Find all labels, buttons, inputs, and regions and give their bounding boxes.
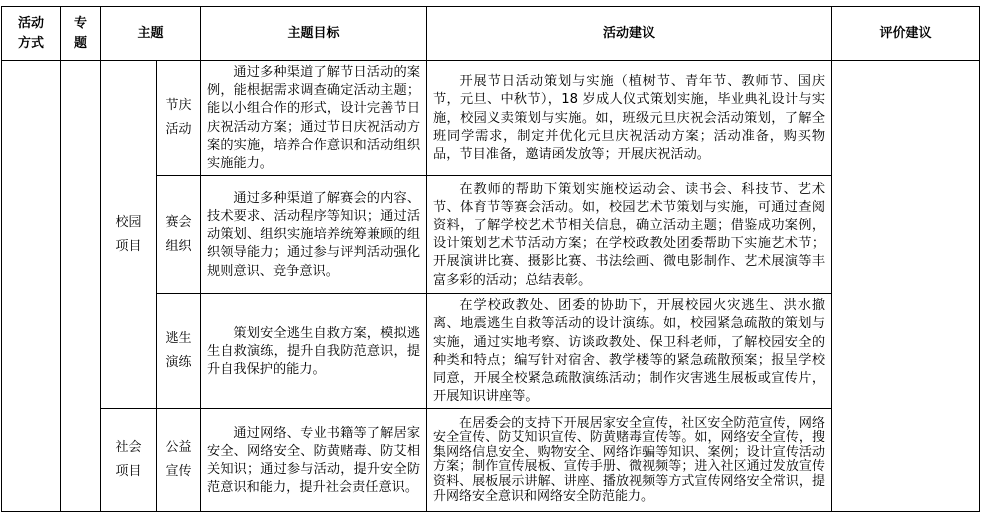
theme-cell: 公益宣传 — [157, 409, 201, 512]
header-activity-suggestion: 活动建议 — [427, 7, 832, 61]
header-theme-goal: 主题目标 — [201, 7, 427, 61]
goal-cell: 通过网络、专业书籍等了解居家安全、网络安全、防黄赌毒、防艾相关知识；通过参与活动，提升安全防范意识和能力，提升社会责任意识。 — [201, 409, 427, 512]
goal-cell: 通过多种渠道了解节日活动的案例，能根据需求调查确定活动主题；能以小组合作的形式，设计完善节日庆祝活动方案；通过节日庆祝活动方案的实施，培养合作意识和活动组织实施能力。 — [201, 61, 427, 176]
suggestion-cell: 在学校政教处、团委的协助下，开展校园火灾逃生、洪水撤离、地震逃生自救等活动的设计演练。如，校园紧急疏散的策划与实施，通过实地考察、访谈政教处、保卫科老师，了解校园安全的种类和特点；编写针对宿舍、教学楼等的紧急疏散预案；报呈学校同意，开展全校紧急疏散演练活动；制作灾害逃生展板或宣传片，开展知识讲座等。 — [427, 294, 832, 409]
activity-mode-cell — [2, 61, 61, 512]
curriculum-table — [1, 6, 980, 512]
header-activity-mode: 活动方式 — [2, 7, 61, 61]
theme-cell: 逃生演练 — [157, 294, 201, 409]
evaluation-cell — [832, 61, 980, 512]
header-topic-type: 专题 — [61, 7, 101, 61]
project-cell: 校园项目 — [101, 61, 157, 409]
theme-cell: 节庆活动 — [157, 61, 201, 176]
table-row — [2, 61, 980, 176]
goal-cell: 策划安全逃生自救方案，模拟逃生自救演练，提升自我防范意识，提升自我保护的能力。 — [201, 294, 427, 409]
suggestion-cell: 开展节日活动策划与实施（植树节、青年节、教师节、国庆节，元旦、中秋节），18 岁成人仪式策划实施，毕业典礼设计与实施，校园义卖策划与实施。如，班级元旦庆祝会活动策划，了解全班同学需求，制定并优化元旦庆祝活动方案；活动准备，购买物品，节目准备，邀请函发放等；开展庆祝活动。 — [427, 61, 832, 176]
header-row — [2, 7, 980, 61]
goal-cell: 通过多种渠道了解赛会的内容、技术要求、活动程序等知识；通过活动策划、组织实施培养统筹兼顾的组织领导能力；通过参与评判活动强化规则意识、竞争意识。 — [201, 176, 427, 294]
suggestion-cell: 在居委会的支持下开展居家安全宣传，社区安全防范宣传，网络安全宣传、防艾知识宣传、防黄赌毒宣传等。如，网络安全宣传，搜集网络信息安全、购物安全、网络诈骗等知识、案例；设计宣传活动方案；制作宣传展板、宣传手册、微视频等；进入社区通过发放宣传资料、展板展示讲解、讲座、播放视频等方式宣传网络安全常识，提升网络安全意识和网络安全防范能力。 — [427, 409, 832, 512]
header-evaluation: 评价建议 — [832, 7, 980, 61]
topic-type-cell — [61, 61, 101, 512]
suggestion-cell: 在教师的帮助下策划实施校运动会、读书会、科技节、艺术节、体育节等赛会活动。如，校园艺术节策划与实施，可通过查阅资料，了解学校艺术节相关信息，确立活动主题；借鉴成功案例，设计策划艺术节活动方案；在学校政教处团委帮助下实施艺术节；开展演讲比赛、摄影比赛、书法绘画、微电影制作、艺术展演等丰富多彩的活动；总结表彰。 — [427, 176, 832, 294]
header-theme: 主题 — [101, 7, 201, 61]
theme-cell: 赛会组织 — [157, 176, 201, 294]
project-cell: 社会项目 — [101, 409, 157, 512]
